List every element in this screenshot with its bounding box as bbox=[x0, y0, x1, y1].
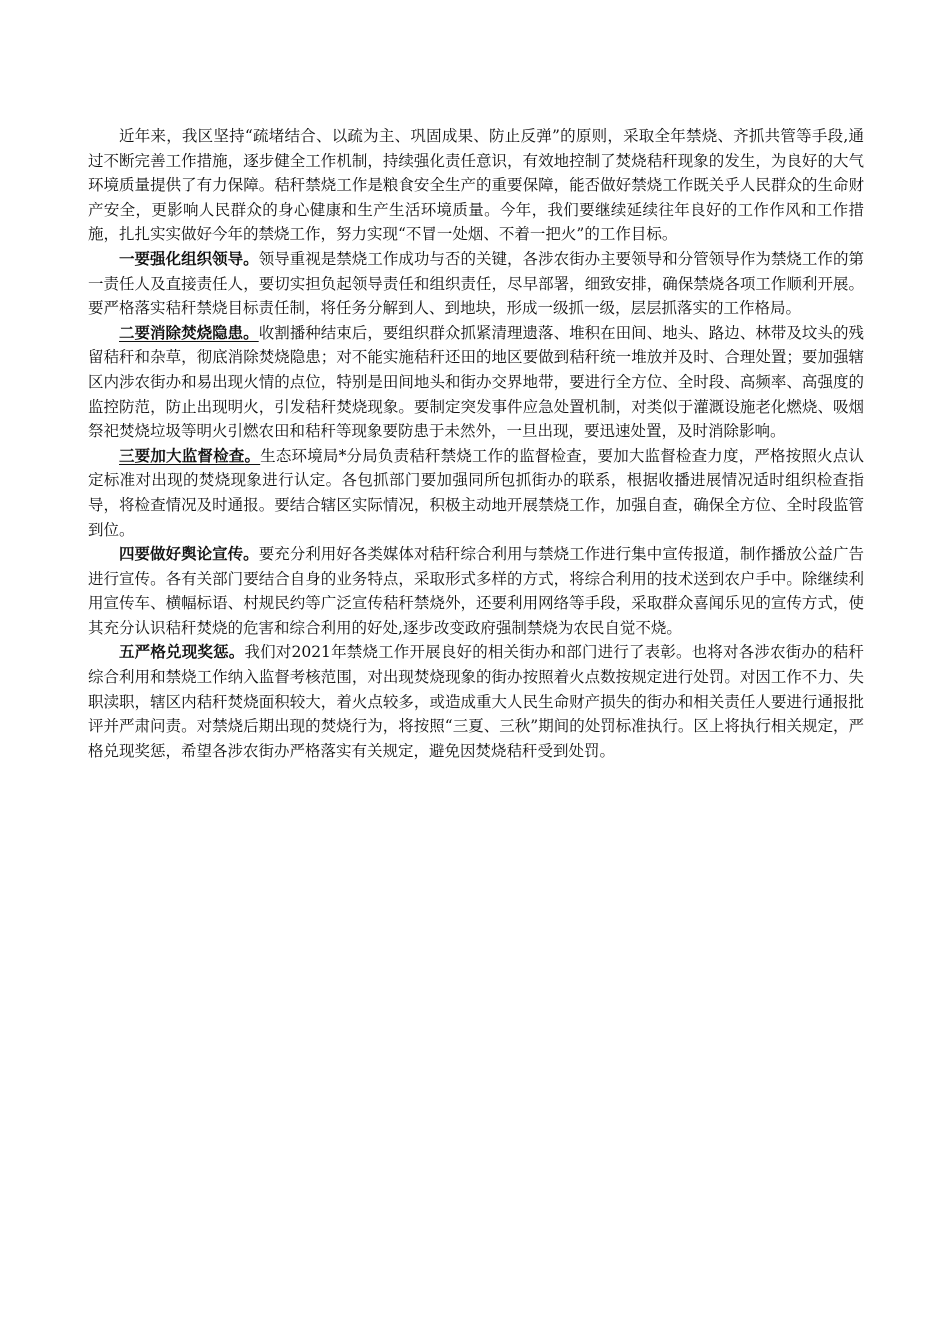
section-heading-2: 二要消除焚烧隐患。 bbox=[119, 322, 259, 342]
section-body-1: 领导重视是禁烧工作成功与否的关键，各涉农街办主要领导和分管领导作为禁烧工作的第一责任人及直接责任人，要切实担负起领导责任和组织责任，尽早部署，细致安排，确保禁烧各项工作顺利开展。要严格落实秸秆禁烧目标责任制，将任务分解到人、到地块，形成一级抓一级，层层抓落实的工作格局。 bbox=[88, 249, 864, 318]
section-paragraph-4 bbox=[88, 542, 864, 640]
section-paragraph-1 bbox=[88, 247, 864, 321]
section-heading-1: 一要强化组织领导。 bbox=[119, 248, 259, 268]
section-heading-3: 三要加大监督检查。 bbox=[119, 445, 261, 465]
section-paragraph-5 bbox=[88, 640, 864, 763]
section-body-4: 要充分利用好各类媒体对秸秆综合利用与禁烧工作进行集中宣传报道，制作播放公益广告进行宣传。各有关部门要结合自身的业务特点，采取形式多样的方式，将综合利用的技术送到农户手中。除继续利用宣传车、横幅标语、村规民约等广泛宣传秸秆禁烧外，还要利用网络等手段，采取群众喜闻乐见的宣传方式，使其充分认识秸秆焚烧的危害和综合利用的好处,逐步改变政府强制禁烧为农民自觉不烧。 bbox=[88, 545, 864, 637]
section-heading-5: 五严格兑现奖惩。 bbox=[119, 642, 245, 662]
section-body-3: 生态环境局*分局负责秸秆禁烧工作的监督检查，要加大监督检查力度，严格按照火点认定标准对出现的焚烧现象进行认定。各包抓部门要加强同所包抓街办的联系，根据收播进展情况适时组织检查指导，将检查情况及时通报。要结合辖区实际情况，积极主动地开展禁烧工作，加强自查，确保全方位、全时段监管到位。 bbox=[88, 446, 864, 539]
section-body-2: 收割播种结束后，要组织群众抓紧清理遗落、堆积在田间、地头、路边、林带及坟头的残留秸秆和杂草，彻底消除焚烧隐患；对不能实施秸秆还田的地区要做到秸秆统一堆放并及时、合理处置；要加强辖区内涉农街办和易出现火情的点位，特别是田间地头和街办交界地带，要进行全方位、全时段、高频率、高强度的监控防范，防止出现明火，引发秸秆焚烧现象。要制定突发事件应急处置机制，对类似于灌溉设施老化燃烧、吸烟祭祀焚烧垃圾等明火引燃农田和秸秆等现象要防患于未然外，一旦出现，要迅速处置，及时消除影响。 bbox=[88, 323, 864, 441]
section-body-5: 我们对2021年禁烧工作开展良好的相关街办和部门进行了表彰。也将对各涉农街办的秸秆综合利用和禁烧工作纳入监督考核范围，对出现焚烧现象的街办按照着火点数按规定进行处罚。对因工作不力、失职渎职，辖区内秸秆焚烧面积较大，着火点较多，或造成重大人民生命财产损失的街办和相关责任人要进行通报批评并严肃问责。对禁烧后期出现的焚烧行为，将按照“三夏、三秋”期间的处罚标准执行。区上将执行相关规定，严格兑现奖惩，希望各涉农街办严格落实有关规定，避免因焚烧秸秆受到处罚。 bbox=[88, 643, 864, 760]
intro-text: 近年来，我区坚持“疏堵结合、以疏为主、巩固成果、防止反弹”的原则，采取全年禁烧、齐抓共管等手段,通过不断完善工作措施，逐步健全工作机制，持续强化责任意识，有效地控制了焚烧秸秆现象的发生，为良好的大气环境质量提供了有力保障。秸秆禁烧工作是粮食安全生产的重要保障，能否做好禁烧工作既关乎人民群众的生命财产安全，更影响人民群众的身心健康和生产生活环境质量。今年，我们要继续延续往年良好的工作作风和工作措施，扎扎实实做好今年的禁烧工作，努力实现“不冒一处烟、不着一把火”的工作目标。 bbox=[88, 127, 864, 244]
section-paragraph-2 bbox=[88, 321, 864, 444]
document-page bbox=[88, 124, 864, 763]
intro-paragraph bbox=[88, 124, 864, 247]
section-paragraph-3 bbox=[88, 444, 864, 542]
section-heading-4: 四要做好舆论宣传。 bbox=[119, 544, 259, 564]
